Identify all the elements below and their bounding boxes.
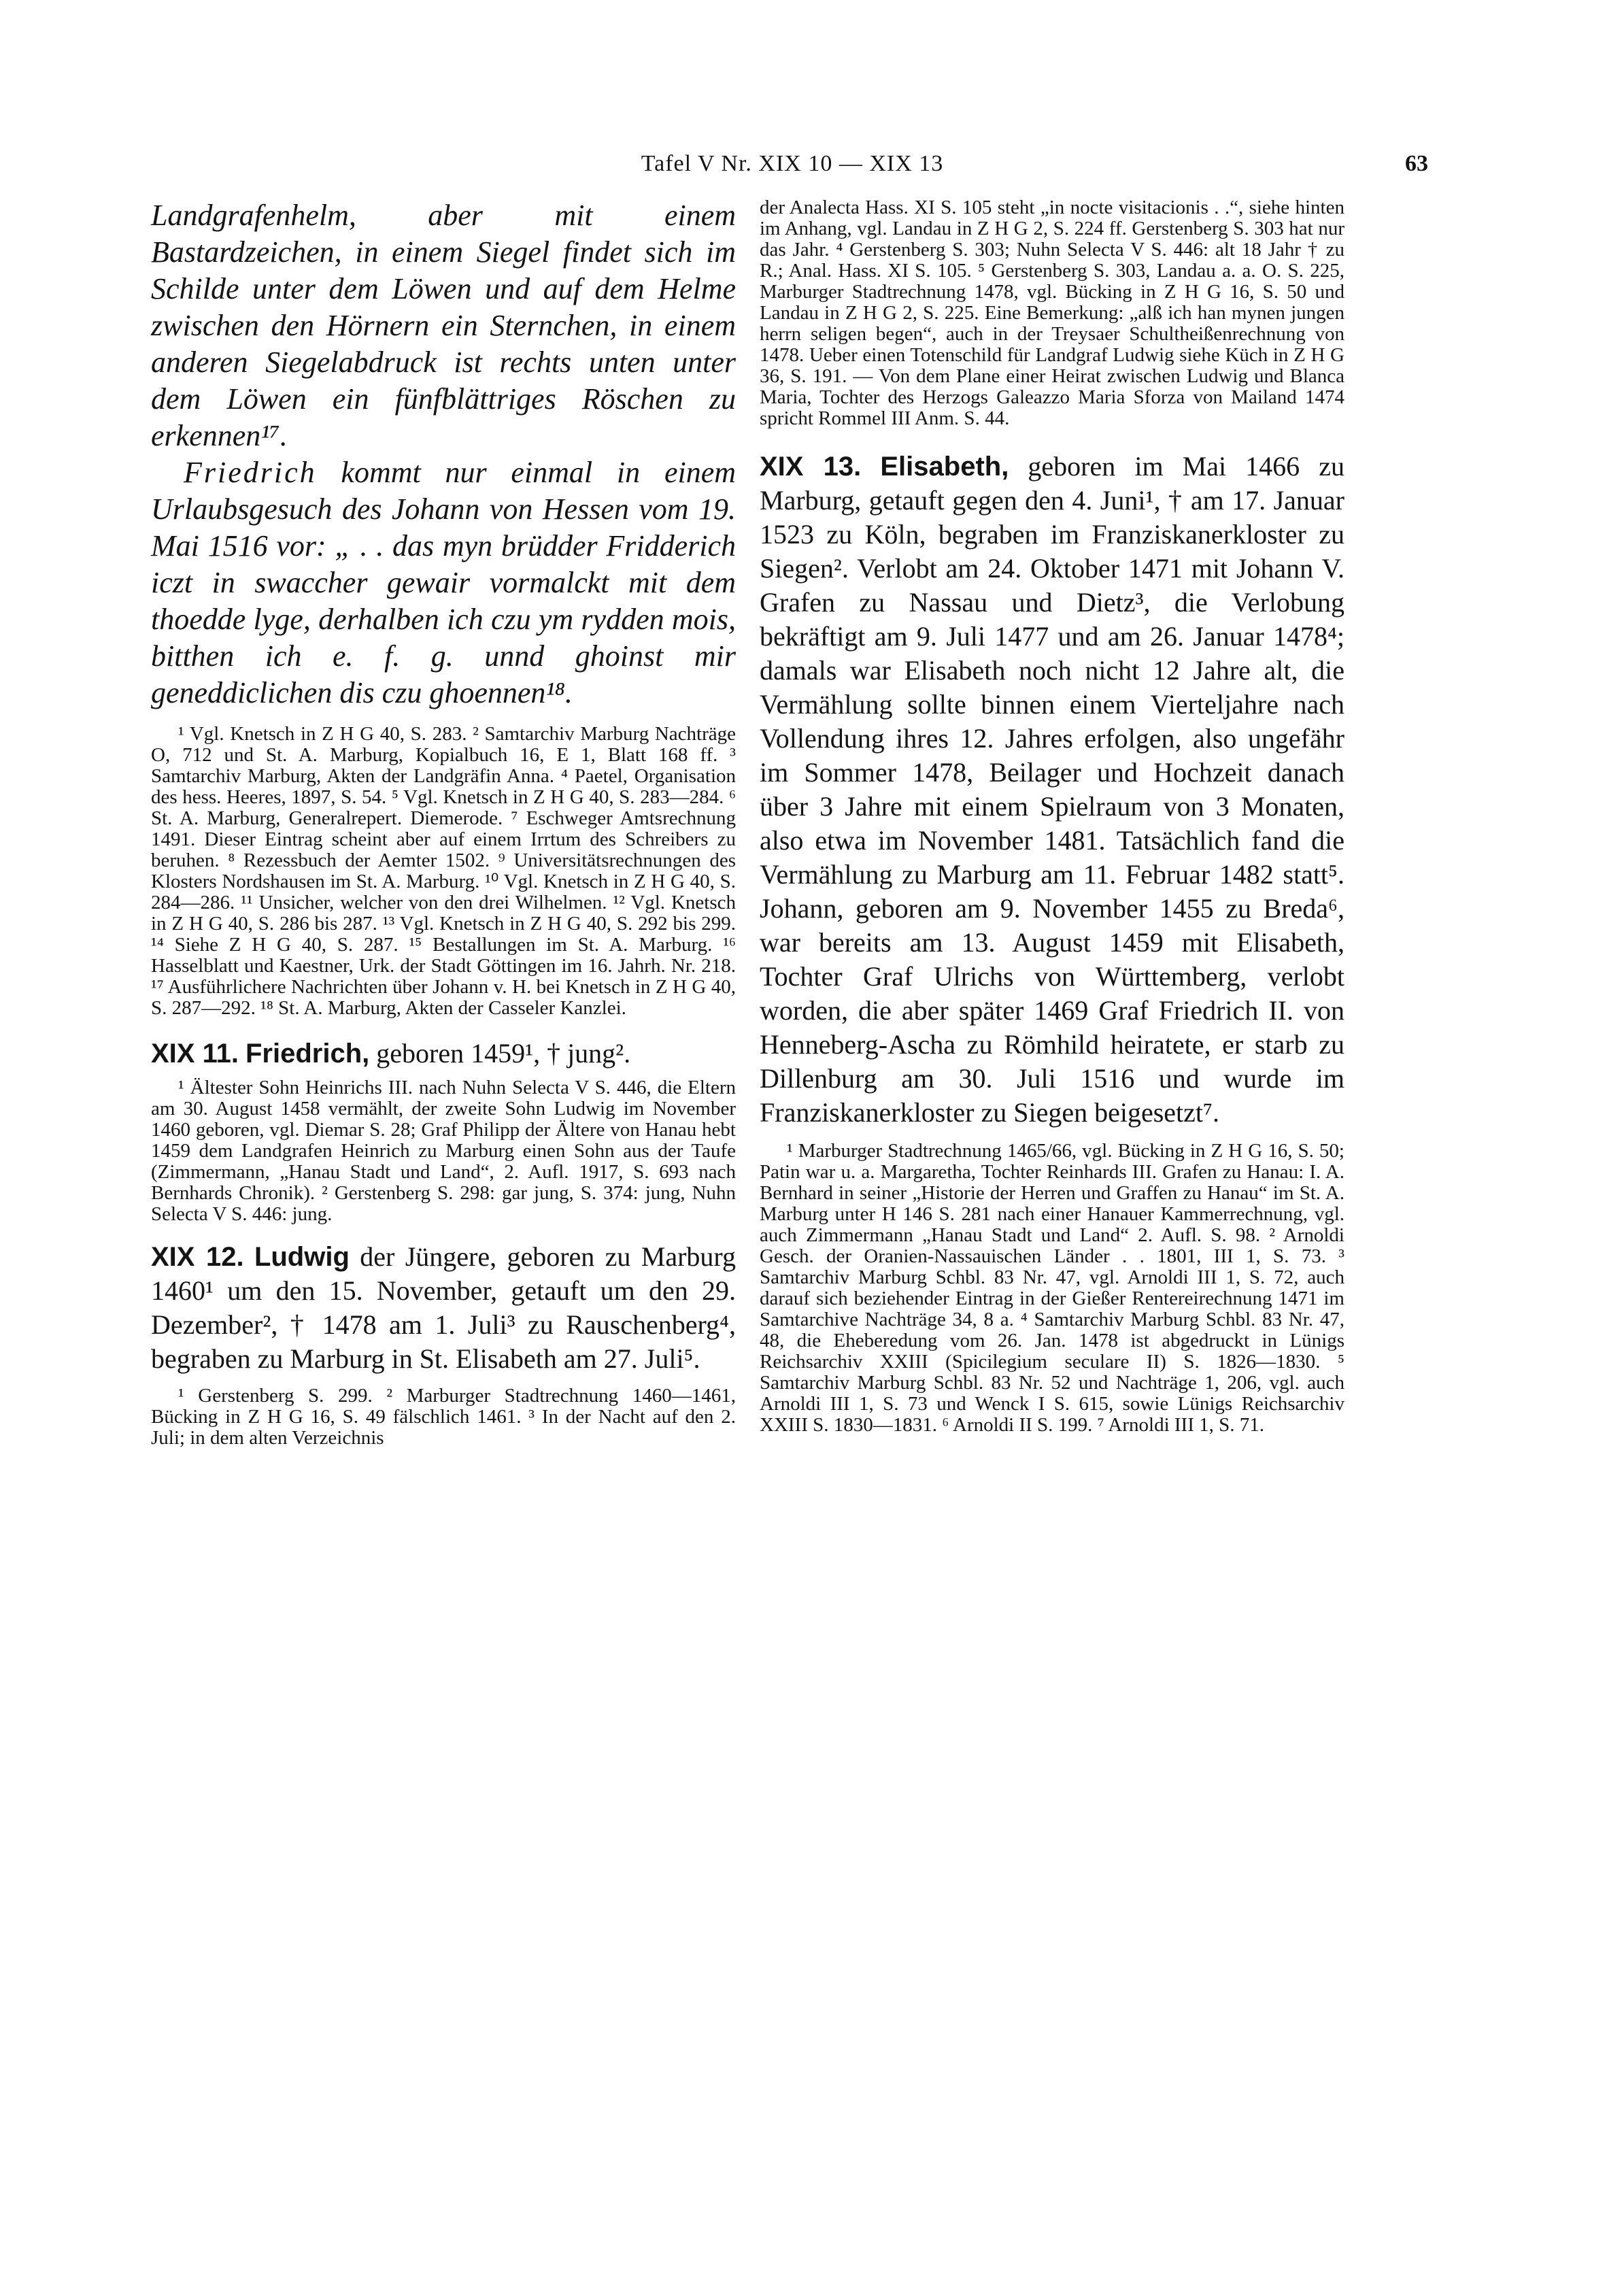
italic-paragraph-friedrich	[151, 454, 736, 711]
entry-xix-13	[760, 450, 1344, 1130]
entry-xix-12-text: der Jüngere, geboren zu Marburg 1460¹ um den 15. November, getauft um den 29. Dezember², † 1478 am 1. Juli³ zu Rauschenberg⁴, begraben zu Marburg in St. Elisabeth am 27. Juli⁵.	[151, 1241, 737, 1374]
entry-xix-11-name: Friedrich,	[245, 1039, 370, 1069]
italic-paragraph-seal: Landgrafenhelm, aber mit einem Bastardzeichen, in einem Siegel findet sich im Schilde unter dem Löwen und auf dem Helme zwischen den Hörnern ein Sternchen, in einem anderen Siegelabdruck ist rechts unten unter dem Löwen ein fünfblättriges Röschen zu erkennen¹⁷.	[151, 199, 736, 452]
left-column	[151, 197, 736, 1449]
entry-xix-12-name: Ludwig	[254, 1242, 350, 1272]
footnotes-xix-11: ¹ Ältester Sohn Heinrichs III. nach Nuhn Selecta V S. 446, die Eltern am 30. August 1458 vermählt, der zweite Sohn Ludwig im November 1460 geboren, vgl. Diemar S. 28; Graf Philipp der Ältere von Hanau hebt 1459 dem Landgrafen Heinrich zu Marburg einen Sohn aus der Taufe (Zimmermann, „Hanau Stadt und Land“, 2. Aufl. 1917, S. 693 nach Bernhards Chronik). ² Gerstenberg S. 298: gar jung, S. 374: jung, Nuhn Selecta V S. 446: jung.	[151, 1077, 736, 1225]
entry-xix-13-name: Elisabeth,	[880, 452, 1009, 482]
entry-xix-12	[151, 1240, 736, 1376]
entry-xix-13-text: geboren im Mai 1466 zu Marburg, getauft gegen den 4. Juni¹, † am 17. Januar 1523 zu Köln, begraben im Franziskanerkloster zu Siegen². Verlobt am 24. Oktober 1471 mit Johann V. Grafen zu Nassau und Dietz³, die Verlobung bekräftigt am 9. Juli 1477 und am 26. Januar 1478⁴; damals war Elisabeth noch nicht 12 Jahre alt, die Vermählung sollte binnen einem Vierteljahre nach Vollendung ihres 12. Jahres erfolgen, also ungefähr im Sommer 1478, Beilager und Hochzeit danach über 3 Jahre mit einem Spielraum von 3 Monaten, also etwa im November 1481. Tatsächlich fand die Vermählung zu Marburg am 11. Februar 1482 statt⁵. Johann, geboren am 9. November 1455 zu Breda⁶, war bereits am 13. August 1459 mit Elisabeth, Tochter Graf Ulrichs von Württemberg, verlobt worden, die aber später 1469 Graf Friedrich II. von Henneberg-Ascha zu Römhild heiratete, er starb zu Dillenburg am 30. Juli 1516 und wurde im Franziskanerkloster zu Siegen beigesetzt⁷.	[760, 451, 1344, 1128]
entry-xix-11-id: XIX 11.	[151, 1039, 239, 1069]
footnotes-xix-13: ¹ Marburger Stadtrechnung 1465/66, vgl. Bücking in Z H G 16, S. 50; Patin war u. a. Margaretha, Tochter Reinhards III. Grafen zu Hanau: I. A. Bernhard in seiner „Historie der Herren und Graffen zu Hanau“ im St. A. Marburg unter H 146 S. 281 nach einer Hanauer Kammerrechnung, vgl. auch Zimmermann „Hanau Stadt und Land“ 2. Aufl. S. 98. ² Arnoldi Gesch. der Oranien-Nassauischen Länder . . 1801, III 1, S. 73. ³ Samtarchiv Marburg Schbl. 83 Nr. 47, vgl. Arnoldi III 1, S. 72, auch darauf sich beziehender Eintrag in der Gießer Rentereirechnung 1471 im Samtarchive Nachträge 34, 8 a. ⁴ Samtarchiv Marburg Schbl. 83 Nr. 47, 48, die Eheberedung vom 26. Jan. 1478 ist abgedruckt in Lünigs Reichsarchiv XXIII (Spicilegium seculare II) S. 1826—1830. ⁵ Samtarchiv Marburg Schbl. 83 Nr. 52 und Nachträge 1, 206, vgl. auch Arnoldi III 1, S. 73 und Wenck I S. 615, sowie Lünigs Reichsarchiv XXIII S. 1830—1831. ⁶ Arnoldi II S. 199. ⁷ Arnoldi III 1, S. 71.	[760, 1140, 1344, 1436]
friedrich-name: Friedrich	[184, 456, 317, 489]
entry-xix-13-id: XIX 13.	[760, 452, 862, 482]
entry-xix-11-heading	[151, 1037, 736, 1071]
entry-xix-12-id: XIX 12.	[151, 1242, 244, 1272]
friedrich-text: kommt nur einmal in einem Urlaubsgesuch des Johann von Hessen vom 19. Mai 1516 vor: „ . . das myn brüdder Fridderich iczt in swaccher gewair vormalckt mit dem thoedde lyge, derhalben ich czu ym rydden mois, bitthen ich e. f. g. unnd ghoinst mir geneddiclichen dis czu ghoennen¹⁸.	[151, 456, 736, 709]
page-header	[156, 151, 1428, 181]
footnotes-xix-12: ¹ Gerstenberg S. 299. ² Marburger Stadtrechnung 1460—1461, Bücking in Z H G 16, S. 49 fälschlich 1461. ³ In der Nacht auf den 2. Juli; in dem alten Verzeichnis	[151, 1385, 736, 1449]
footnotes-block-1: ¹ Vgl. Knetsch in Z H G 40, S. 283. ² Samtarchiv Marburg Nachträge O, 712 und St. A. Marburg, Kopialbuch 16, E 1, Blatt 168 ff. ³ Samtarchiv Marburg, Akten der Landgräfin Anna. ⁴ Paetel, Organisation des hess. Heeres, 1897, S. 54. ⁵ Vgl. Knetsch in Z H G 40, S. 283—284. ⁶ St. A. Marburg, Generalrepert. Diemerode. ⁷ Eschweger Amtsrechnung 1491. Dieser Eintrag scheint aber auf einem Irrtum des Schreibers zu beruhen. ⁸ Rezessbuch der Aemter 1502. ⁹ Universitätsrechnungen des Klosters Nordshausen im St. A. Marburg. ¹⁰ Vgl. Knetsch in Z H G 40, S. 284—286. ¹¹ Unsicher, welcher von den drei Wilhelmen. ¹² Vgl. Knetsch in Z H G 40, S. 286 bis 287. ¹³ Vgl. Knetsch in Z H G 40, S. 292 bis 299. ¹⁴ Siehe Z H G 40, S. 287. ¹⁵ Bestallungen im St. A. Marburg. ¹⁶ Hasselblatt und Kaestner, Urk. der Stadt Göttingen im 16. Jahrh. Nr. 218. ¹⁷ Ausführlichere Nachrichten über Johann v. H. bei Knetsch in Z H G 40, S. 287—292. ¹⁸ St. A. Marburg, Akten der Casseler Kanzlei.	[151, 723, 736, 1019]
right-column	[760, 197, 1344, 1436]
footnotes-xix-12-continued: der Analecta Hass. XI S. 105 steht „in nocte visitacionis . .“, siehe hinten im Anhang, vgl. Landau in Z H G 2, S. 224 ff. Gerstenberg S. 303 hat nur das Jahr. ⁴ Gerstenberg S. 303; Nuhn Selecta V S. 446: alt 18 Jahr † zu R.; Anal. Hass. XI S. 105. ⁵ Gerstenberg S. 303, Landau a. a. O. S. 225, Marburger Stadtrechnung 1478, vgl. Bücking in Z H G 16, S. 50 und Landau in Z H G 2, S. 225. Eine Bemerkung: „alß ich han mynen jungen herrn seligen begen“, auch in der Treysaer Schultheißenrechnung von 1478. Ueber einen Totenschild für Landgraf Ludwig siehe Küch in Z H G 36, S. 191. — Von dem Plane einer Heirat zwischen Ludwig und Blanca Maria, Tochter des Herzogs Galeazzo Maria Sforza von Mailand 1474 spricht Rommel III Anm. S. 44.	[760, 197, 1344, 429]
page-number: 63	[1405, 151, 1428, 176]
running-title: Tafel V Nr. XIX 10 — XIX 13	[641, 151, 944, 176]
entry-xix-11-text: geboren 1459¹, † jung².	[369, 1038, 631, 1069]
